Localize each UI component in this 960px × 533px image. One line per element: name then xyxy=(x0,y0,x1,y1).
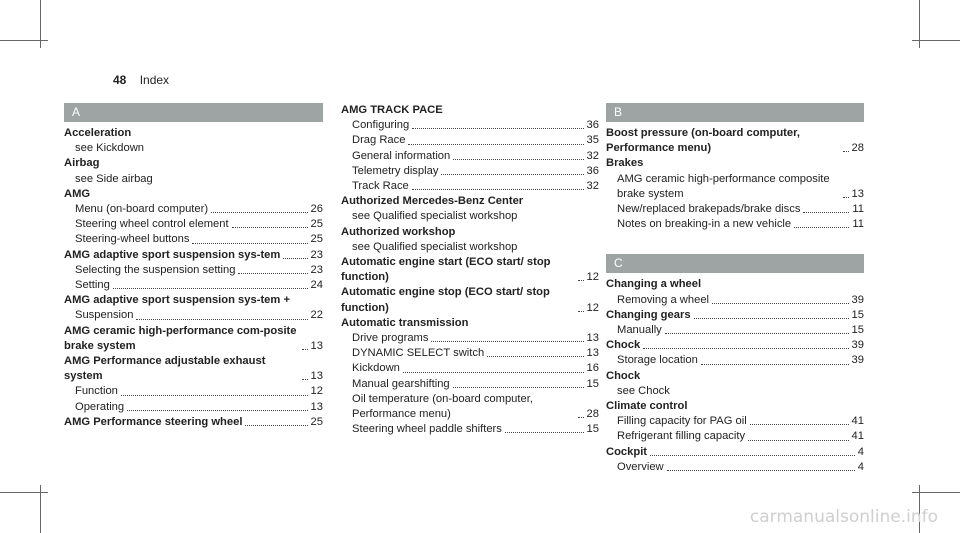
subentry-text: see Qualified specialist workshop xyxy=(352,240,518,253)
subentry-text: Suspension xyxy=(75,309,134,322)
crop-mark xyxy=(0,492,48,493)
subentry-text: Setting xyxy=(75,279,110,292)
leader-dots xyxy=(712,303,849,304)
index-subentry[interactable] xyxy=(606,172,864,202)
entry-heading: AMG xyxy=(64,187,91,200)
index-subentry[interactable] xyxy=(341,209,599,224)
page-reference[interactable]: 25 xyxy=(310,218,323,231)
page-reference[interactable]: 12 xyxy=(586,271,599,284)
leader-dots xyxy=(136,319,307,320)
page-reference[interactable]: 16 xyxy=(586,362,599,375)
subentry-text: Notes on breaking-in a new vehicle xyxy=(617,218,792,231)
page-reference[interactable]: 39 xyxy=(851,339,864,352)
index-subentry[interactable] xyxy=(64,278,323,293)
leader-dots xyxy=(487,356,583,357)
subentry-text: see Kickdown xyxy=(75,142,145,155)
subentry-text: Selecting the suspension setting xyxy=(75,263,236,276)
leader-dots xyxy=(578,280,584,281)
leader-dots xyxy=(803,212,849,213)
entry-heading: Acceleration xyxy=(64,127,132,139)
index-subentry[interactable] xyxy=(606,460,864,475)
page-reference[interactable]: 36 xyxy=(586,119,599,132)
page-reference[interactable]: 12 xyxy=(586,301,599,314)
leader-dots xyxy=(403,372,584,373)
entry-heading: Boost pressure (on-board computer, Performance menu) xyxy=(606,127,800,155)
page-reference[interactable]: 15 xyxy=(851,308,864,321)
subentry-text: Telemetry display xyxy=(352,164,439,177)
leader-dots xyxy=(453,387,584,388)
subentry-text: Refrigerant filling capacity xyxy=(617,430,746,443)
entry-heading: Changing a wheel xyxy=(606,278,702,291)
page-reference[interactable]: 32 xyxy=(586,149,599,162)
crop-mark xyxy=(912,492,960,493)
leader-dots xyxy=(283,258,307,259)
page-reference[interactable]: 41 xyxy=(851,430,864,443)
leader-dots xyxy=(794,227,849,228)
page-reference[interactable]: 28 xyxy=(851,142,864,155)
page-reference[interactable]: 13 xyxy=(310,370,323,383)
section-letter-bar: C xyxy=(606,254,864,273)
index-entry[interactable] xyxy=(64,415,323,430)
leader-dots xyxy=(843,151,849,152)
index-entry[interactable] xyxy=(341,316,599,331)
index-subentry[interactable] xyxy=(341,361,599,376)
index-entry[interactable] xyxy=(64,156,323,171)
page-reference[interactable]: 22 xyxy=(310,309,323,322)
crop-mark xyxy=(0,40,48,41)
leader-dots xyxy=(750,424,849,425)
subentry-text: see Chock xyxy=(617,384,670,397)
index-subentry[interactable] xyxy=(341,118,599,133)
page-reference[interactable]: 13 xyxy=(586,332,599,345)
entry-heading: Automatic engine stop (ECO start/ stop function) xyxy=(341,286,550,314)
index-subentry[interactable] xyxy=(341,133,599,148)
index-entry[interactable] xyxy=(64,324,323,354)
index-subentry[interactable] xyxy=(606,323,864,338)
subentry-text: Oil temperature (on-board computer, Performance menu) xyxy=(352,392,533,421)
leader-dots xyxy=(578,417,584,418)
leader-dots xyxy=(113,288,308,289)
subentry-text: Steering-wheel buttons xyxy=(75,233,190,246)
leader-dots xyxy=(748,440,848,441)
entry-heading: AMG adaptive sport suspension sys-tem xyxy=(64,248,281,261)
entry-heading: Authorized Mercedes-Benz Center xyxy=(341,195,524,208)
subentry-text: see Qualified specialist workshop xyxy=(352,210,518,223)
leader-dots xyxy=(412,128,583,129)
subentry-text: New/replaced brakepads/brake discs xyxy=(617,203,801,216)
leader-dots xyxy=(232,227,308,228)
index-column-3 xyxy=(606,103,864,475)
index-subentry[interactable] xyxy=(341,149,599,164)
page-reference[interactable]: 23 xyxy=(310,263,323,276)
index-entry[interactable] xyxy=(64,293,323,308)
leader-dots xyxy=(643,348,848,349)
subentry-text: Overview xyxy=(617,460,664,473)
entry-heading: Changing gears xyxy=(606,308,691,321)
index-subentry[interactable] xyxy=(341,346,599,361)
subentry-text: DYNAMIC SELECT switch xyxy=(352,347,485,360)
page-reference[interactable]: 15 xyxy=(586,377,599,390)
page-reference[interactable]: 28 xyxy=(586,408,599,421)
page-reference[interactable]: 11 xyxy=(852,218,864,231)
index-subentry[interactable] xyxy=(606,293,864,308)
section-letter-bar: B xyxy=(606,103,864,122)
index-subentry[interactable] xyxy=(606,202,864,217)
index-column-2 xyxy=(341,103,599,437)
subentry-text: Manually xyxy=(617,324,662,337)
entry-heading: Chock xyxy=(606,339,641,352)
index-subentry[interactable] xyxy=(606,353,864,368)
section-letter-bar: A xyxy=(64,103,323,122)
leader-dots xyxy=(121,395,308,396)
index-entry[interactable] xyxy=(64,248,323,263)
subentry-text: Configuring xyxy=(352,119,410,132)
leader-dots xyxy=(650,455,855,456)
entry-heading: AMG Performance steering wheel xyxy=(64,415,243,428)
page-header xyxy=(113,73,169,87)
index-subentry[interactable] xyxy=(606,429,864,444)
subentry-text: Steering wheel paddle shifters xyxy=(352,423,502,436)
index-subentry[interactable] xyxy=(606,384,864,399)
index-subentry[interactable] xyxy=(64,172,323,187)
page-reference[interactable]: 15 xyxy=(586,423,599,436)
entry-heading: Airbag xyxy=(64,157,100,170)
index-subentry[interactable] xyxy=(64,141,323,156)
page-reference[interactable]: 13 xyxy=(851,187,864,200)
subentry-text: AMG ceramic high-performance composite brake system xyxy=(617,172,830,200)
index-subentry[interactable] xyxy=(341,377,599,392)
index-subentry[interactable] xyxy=(341,240,599,255)
page-reference[interactable]: 13 xyxy=(310,400,323,413)
page-reference[interactable]: 23 xyxy=(310,248,323,261)
page-reference[interactable]: 36 xyxy=(586,164,599,177)
index-entry[interactable] xyxy=(341,255,599,285)
page-reference[interactable]: 41 xyxy=(851,415,864,428)
page-reference[interactable]: 39 xyxy=(851,354,864,367)
subentry-text: Steering wheel control element xyxy=(75,218,229,231)
crop-mark xyxy=(912,40,960,41)
page-reference[interactable]: 32 xyxy=(586,180,599,193)
index-subentry[interactable] xyxy=(64,384,323,399)
leader-dots xyxy=(302,349,308,350)
entry-heading: AMG Performance adjustable exhaust system xyxy=(64,355,266,383)
subentry-text: Function xyxy=(75,385,118,398)
index-entry[interactable] xyxy=(64,187,323,202)
leader-dots xyxy=(211,212,307,213)
entry-heading: AMG TRACK PACE xyxy=(341,104,443,116)
page-reference[interactable]: 13 xyxy=(310,339,323,352)
entry-heading: Authorized workshop xyxy=(341,225,456,238)
entry-heading: Automatic engine start (ECO start/ stop function) xyxy=(341,256,551,284)
index-subentry[interactable] xyxy=(606,217,864,232)
index-entry[interactable] xyxy=(341,194,599,209)
leader-dots xyxy=(701,364,849,365)
index-subentry[interactable] xyxy=(64,263,323,278)
entry-heading: Chock xyxy=(606,369,641,382)
subentry-text: Filling capacity for PAG oil xyxy=(617,415,747,428)
leader-dots xyxy=(408,144,583,145)
index-entry[interactable] xyxy=(606,399,864,414)
page-reference[interactable]: 15 xyxy=(851,324,864,337)
index-subentry[interactable] xyxy=(341,179,599,194)
leader-dots xyxy=(127,410,307,411)
index-subentry[interactable] xyxy=(64,202,323,217)
index-subentry[interactable] xyxy=(64,400,323,415)
page-reference[interactable]: 4 xyxy=(857,460,864,473)
page-reference[interactable]: 11 xyxy=(852,203,864,216)
index-entry[interactable] xyxy=(606,156,864,171)
leader-dots xyxy=(843,197,849,198)
index-subentry[interactable] xyxy=(341,422,599,437)
entry-heading: AMG ceramic high-performance com-posite brake system xyxy=(64,324,297,352)
index-entry[interactable] xyxy=(606,126,864,156)
subentry-text: Drive programs xyxy=(352,332,429,345)
page-reference[interactable]: 25 xyxy=(310,233,323,246)
index-entry[interactable] xyxy=(64,126,323,141)
page-reference[interactable]: 35 xyxy=(586,134,599,147)
subentry-text: Menu (on-board computer) xyxy=(75,203,209,216)
index-entry[interactable] xyxy=(606,338,864,353)
page-reference[interactable]: 26 xyxy=(310,203,323,216)
index-subentry[interactable] xyxy=(341,331,599,346)
leader-dots xyxy=(453,159,583,160)
index-entry[interactable] xyxy=(606,308,864,323)
leader-dots xyxy=(441,174,583,175)
leader-dots xyxy=(245,425,307,426)
entry-heading: Automatic transmission xyxy=(341,316,469,329)
leader-dots xyxy=(412,189,584,190)
index-entry[interactable] xyxy=(64,354,323,384)
subentry-text: Kickdown xyxy=(352,362,400,375)
index-subentry[interactable] xyxy=(341,164,599,179)
leader-dots xyxy=(192,243,307,244)
entry-heading: AMG adaptive sport suspension sys-tem + xyxy=(64,294,290,307)
leader-dots xyxy=(431,341,583,342)
page-reference[interactable]: 24 xyxy=(310,279,323,292)
index-entry[interactable] xyxy=(341,225,599,240)
page-reference[interactable]: 25 xyxy=(310,415,323,428)
entry-heading: Brakes xyxy=(606,157,644,170)
subentry-text: Manual gearshifting xyxy=(352,377,450,390)
entry-heading: Cockpit xyxy=(606,445,648,458)
leader-dots xyxy=(694,318,849,319)
index-subentry[interactable] xyxy=(64,232,323,247)
index-subentry[interactable] xyxy=(64,217,323,232)
subentry-text: Operating xyxy=(75,400,125,413)
leader-dots xyxy=(578,311,584,312)
subentry-text: Removing a wheel xyxy=(617,293,710,306)
page-reference[interactable]: 13 xyxy=(586,347,599,360)
index-subentry[interactable] xyxy=(64,308,323,323)
page-reference[interactable]: 12 xyxy=(310,385,323,398)
index-subentry[interactable] xyxy=(341,392,599,422)
leader-dots xyxy=(667,470,855,471)
index-entry[interactable] xyxy=(341,103,599,118)
leader-dots xyxy=(505,432,584,433)
subentry-text: Track Race xyxy=(352,180,409,193)
index-entry[interactable] xyxy=(606,369,864,384)
leader-dots xyxy=(302,379,308,380)
leader-dots xyxy=(238,273,307,274)
subentry-text: Storage location xyxy=(617,354,698,367)
index-entry[interactable] xyxy=(606,277,864,292)
leader-dots xyxy=(665,333,849,334)
index-entry[interactable] xyxy=(606,445,864,460)
subentry-text: see Side airbag xyxy=(75,172,153,185)
subentry-text: General information xyxy=(352,149,451,162)
page-reference[interactable]: 4 xyxy=(857,445,864,458)
page-reference[interactable]: 39 xyxy=(851,293,864,306)
index-entry[interactable] xyxy=(341,285,599,315)
index-subentry[interactable] xyxy=(606,414,864,429)
subentry-text: Drag Race xyxy=(352,134,406,147)
page-number: 48 xyxy=(113,73,127,87)
index-column-1 xyxy=(64,103,323,430)
page-title: Index xyxy=(139,73,170,87)
watermark: carmanualsonline.info xyxy=(749,507,938,527)
entry-heading: Climate control xyxy=(606,400,688,413)
